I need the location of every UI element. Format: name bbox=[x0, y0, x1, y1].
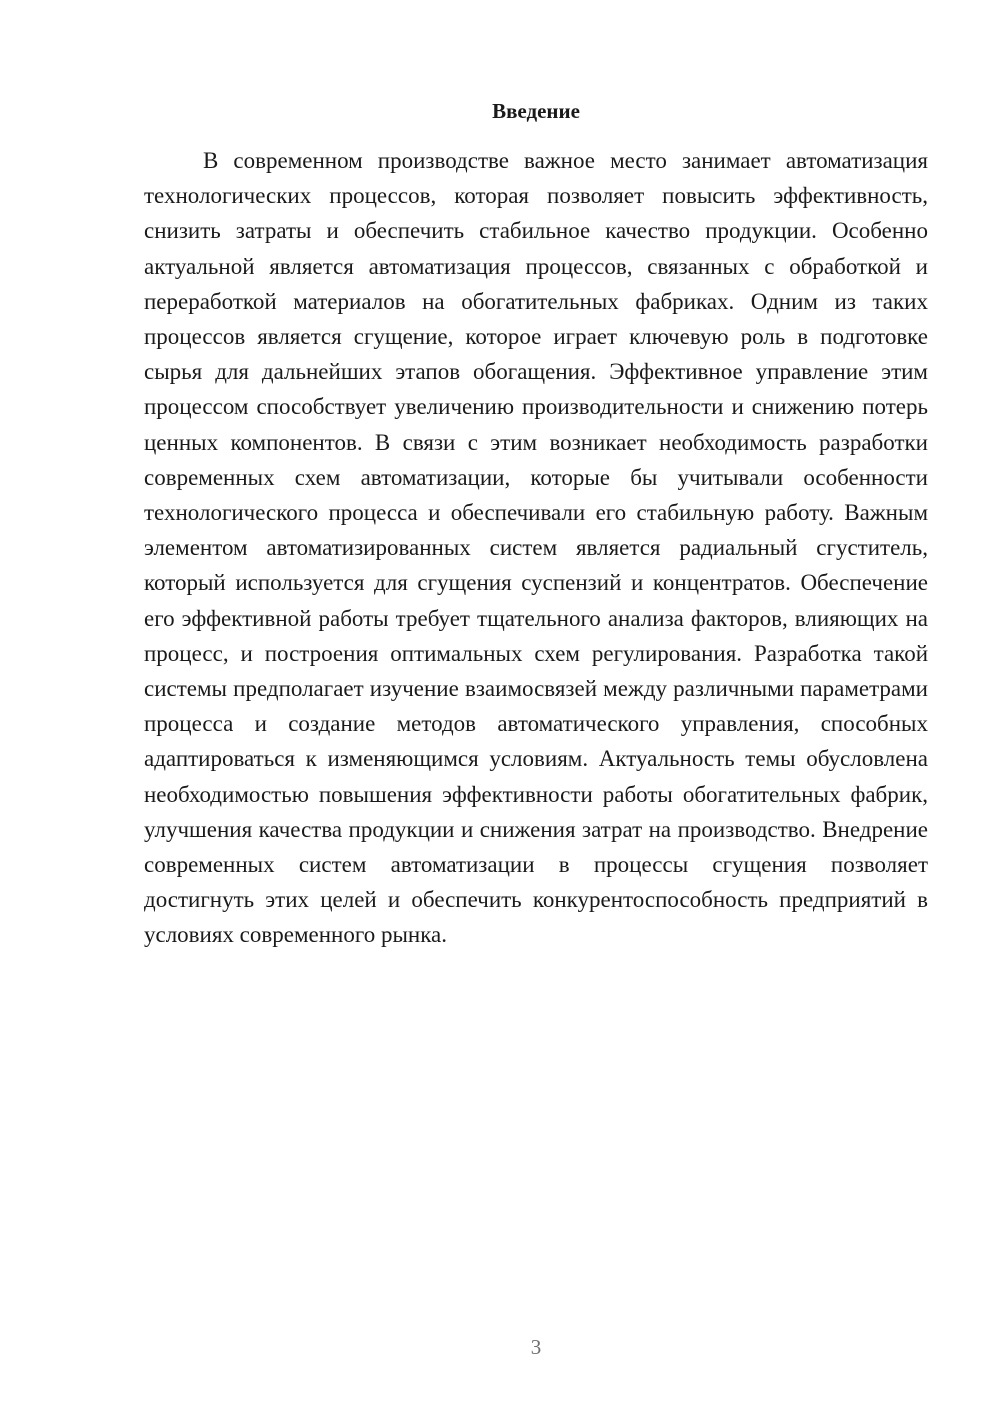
page-number: 3 bbox=[530, 1335, 542, 1359]
introduction-paragraph: В современном производстве важное место занимает автоматизация технологических процессов, которая позволяет повысить эффективность, снизить затраты и обеспечить стабильное качество продукции. Особенно актуальной является автоматизация процессов, связанных с обработкой и переработкой материалов на обогатительных фабриках. Одним из таких процессов является сгущение, которое играет ключевую роль в подготовке сырья для дальнейших этапов обогащения. Эффективное управление этим процессом способствует увеличению производительности и снижению потерь ценных компонентов. В связи с этим возникает необходимость разработки современных схем автоматизации, которые бы учитывали особенности технологического процесса и обеспечивали его стабильную работу. Важным элементом автоматизированных систем является радиальный сгуститель, который используется для сгущения суспензий и концентратов. Обеспечение его эффективной работы требует тщательного анализа факторов, влияющих на процесс, и построения оптимальных схем регулирования. Разработка такой системы предполагает изучение взаимосвязей между различными параметрами процесса и создание методов автоматического управления, способных адаптироваться к изменяющимся условиям. Актуальность темы обусловлена необходимостью повышения эффективности работы обогатительных фабрик, улучшения качества продукции и снижения затрат на производство. Внедрение современных систем автоматизации в процессы сгущения позволяет достигнуть этих целей и обеспечить конкурентоспособность предприятий в условиях современного рынка. bbox=[144, 148, 928, 948]
section-title: Введение bbox=[492, 99, 580, 123]
